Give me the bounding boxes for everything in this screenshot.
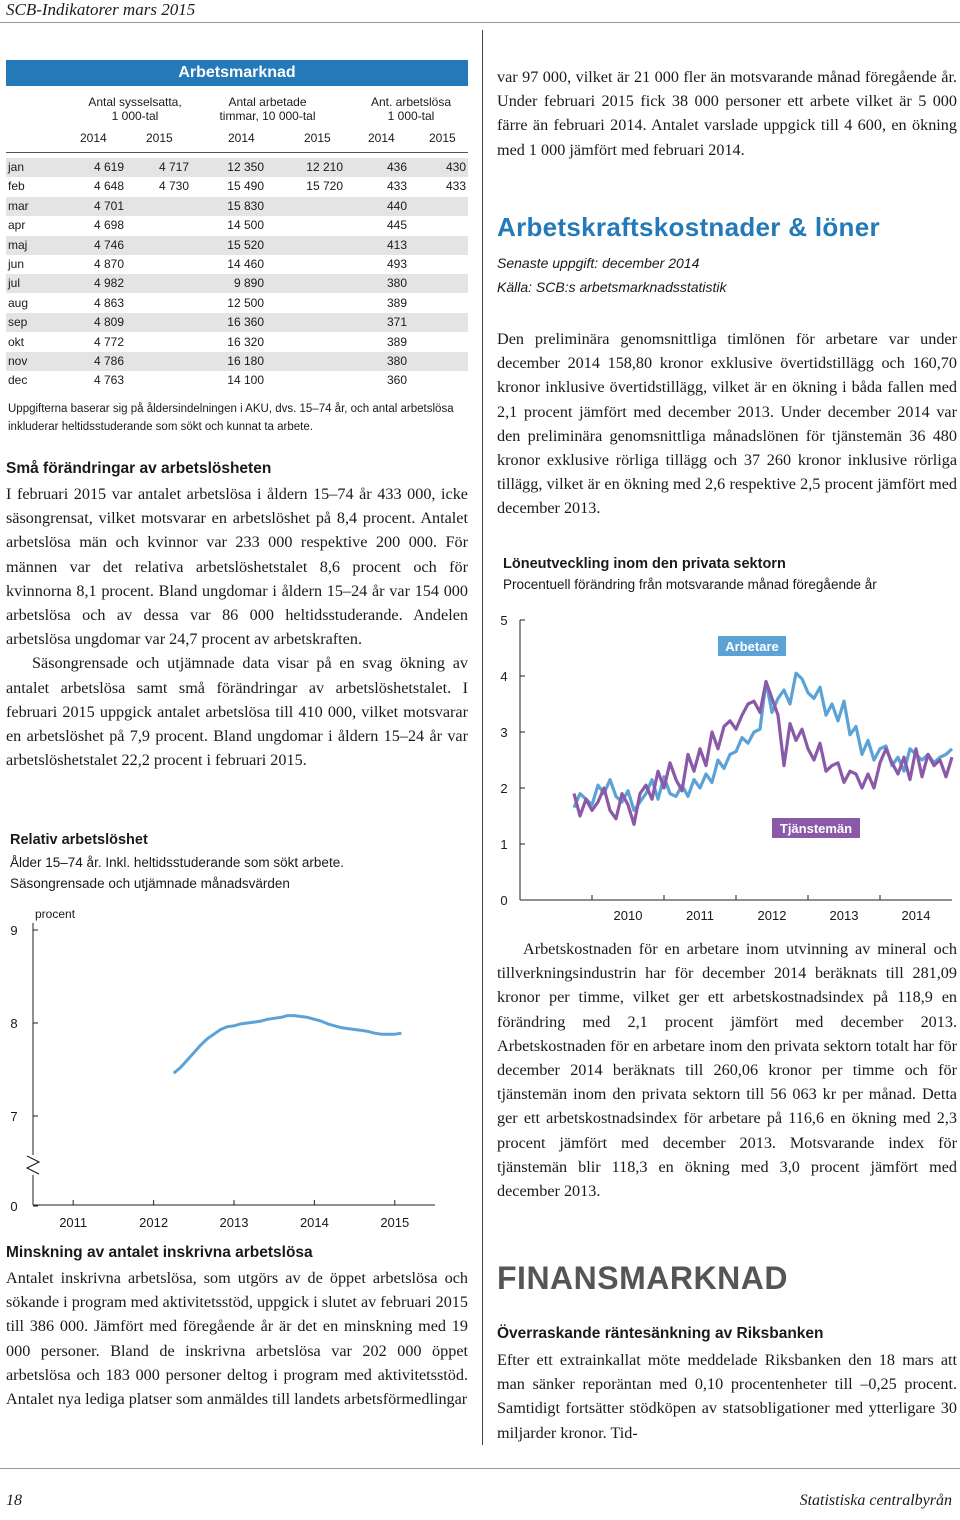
value-cell: 15 830 xyxy=(227,198,264,213)
value-cell: 9 890 xyxy=(233,276,264,291)
table-row xyxy=(6,274,468,293)
labour-cost-source: Källa: SCB:s arbetsmarknadsstatistik xyxy=(497,279,727,295)
x-tick-label: 2012 xyxy=(139,1215,169,1230)
month-cell: apr xyxy=(8,218,26,233)
table-row xyxy=(6,255,468,274)
header-employed xyxy=(80,95,190,123)
month-cell: jul xyxy=(8,276,21,291)
chart1-title: Relativ arbetslöshet xyxy=(10,832,148,848)
year-label: 2015 xyxy=(429,131,456,145)
table-row xyxy=(6,236,468,255)
header-employed-line1: Antal sysselsatta, xyxy=(88,95,182,109)
axis-break-mark xyxy=(27,1156,39,1174)
labour-cost-latest: Senaste uppgift: december 2014 xyxy=(497,255,700,271)
series-label: Arbetare xyxy=(725,639,779,654)
finance-heading: FINANSMARKNAD xyxy=(497,1260,788,1296)
y-tick-label: 2 xyxy=(500,781,508,796)
finance-p1: Efter ett extrainkallat möte meddelade Riksbanken den 18 mars att man sänker reporäntan med 0,10 procentenheter till –0,25 procent. Samtidigt fortsätter stödköpen av statsobligationer med ytterligare 30 miljarder kronor. Tid- xyxy=(497,1351,957,1442)
x-tick-label: 2010 xyxy=(613,908,643,923)
value-cell: 4 648 xyxy=(93,179,124,194)
month-cell: okt xyxy=(8,334,25,349)
y-tick-label: 0 xyxy=(10,1199,18,1214)
table-row xyxy=(6,371,468,390)
chart2-title: Löneutveckling inom den privata sektorn xyxy=(503,556,786,572)
y-tick-label: 4 xyxy=(500,669,508,684)
value-cell: 4 730 xyxy=(158,179,189,194)
table-note: Uppgifterna baserar sig på åldersindelningen i AKU, dvs. 15–74 år, och antal arbetslösa inkluderar heltidsstuderande som sökt och kunnat ta arbete. xyxy=(8,403,454,433)
value-cell: 389 xyxy=(386,295,407,310)
value-cell: 4 809 xyxy=(93,315,124,330)
inskrivna-body xyxy=(6,1266,468,1411)
header-rule xyxy=(0,22,960,23)
value-cell: 15 520 xyxy=(227,237,264,252)
labour-cost-p2: Arbetskostnaden för en arbetare inom utvinning av mineral och tillverkningsindustrin har för december 2014 beräknats till 281,09 kronor per timme, vilket ger ett arbetskostnadsindex på 118,9 en förändring med 2,1 procent jämfört med december 2013. Arbetskostnaden för en arbetare inom den privata sektorn totalt har för december 2014 beräknats till 260,06 kronor per timme och för tjänstemän inom den privata sektorn till 56 063 kr per månad. Detta ger ett arbetskostnadsindex för arbetare på 116,6 en ökning med 2,3 procent jämfört med december 2013. Motsvarande index för tjänstemän blir 118,3 en ökning med 3,0 procent jämfört med december 2013. xyxy=(497,940,957,1201)
value-cell: 380 xyxy=(386,276,407,291)
value-cell: 440 xyxy=(386,198,407,213)
table-row xyxy=(6,177,468,196)
value-cell: 445 xyxy=(386,218,407,233)
x-tick-label: 2011 xyxy=(59,1215,88,1230)
month-cell: jun xyxy=(8,257,25,271)
value-cell: 413 xyxy=(386,237,407,252)
header-employed-line2: 1 000-tal xyxy=(111,109,159,123)
month-cell: maj xyxy=(8,237,28,252)
table-title: Arbetsmarknad xyxy=(6,60,468,86)
month-cell: nov xyxy=(8,354,28,368)
month-cell: dec xyxy=(8,373,28,388)
value-cell: 14 500 xyxy=(227,218,264,233)
footer-rule xyxy=(0,1468,960,1469)
unemployment-body xyxy=(6,482,468,772)
value-cell: 4 746 xyxy=(93,237,124,252)
finance-body xyxy=(497,1348,957,1445)
value-cell: 16 360 xyxy=(227,315,264,330)
y-tick-label: 0 xyxy=(500,893,508,908)
header-unemployed-line1: Ant. arbetslösa xyxy=(370,95,452,109)
unemployment-heading: Små förändringar av arbetslösheten xyxy=(6,460,272,477)
inskrivna-heading: Minskning av antalet inskrivna arbetslösa xyxy=(6,1244,313,1261)
header-hours xyxy=(205,95,330,123)
value-cell: 12 210 xyxy=(306,160,343,174)
unemployment-p2: Säsongrensade och utjämnade data visar på en svag ökning av antalet arbetslösa samt små förändringar av arbetslöshetstalet. I februari 2015 uppgick antalet arbetslösa till 410 000, vilket motsvarar en arbetslöshet på 7,9 procent. Bland ungdomar i åldern 15–24 år var arbetslöshetstalet 22,2 procent i februari 2015. xyxy=(6,654,468,770)
value-cell: 433 xyxy=(445,179,466,194)
x-tick-label: 2013 xyxy=(219,1215,249,1230)
unemployment-rate-chart xyxy=(0,900,470,1235)
value-cell: 436 xyxy=(386,160,407,174)
x-tick-label: 2012 xyxy=(757,908,787,923)
table-row xyxy=(6,158,468,177)
header-hours-line1: Antal arbetade xyxy=(228,95,307,109)
chart2-subtitle: Procentuell förändring från motsvarande månad föregående år xyxy=(503,577,877,592)
labour-cost-p1: Den preliminära genomsnittliga timlönen för arbetare var under december 2014 158,80 kronor exklusive övertidstillägg och 160,70 kronor inklusive övertidstillägg, vilket är en ökning i båda fallen med 2,1 procent jämfört med december 2013. Under december 2014 var den preliminära genomsnittliga månadslönen för tjänstemän 36 480 kronor exklusive rörliga tillägg och 37 260 kronor inklusive rörliga tillägg, vilket är en ökning med 2,6 respektive 2,5 procent jämfört med december 2013. xyxy=(497,330,957,518)
y-tick-label: 5 xyxy=(500,613,508,628)
publisher: Statistiska centralbyrån xyxy=(799,1492,952,1509)
month-cell: jan xyxy=(8,160,25,174)
x-tick-label: 2011 xyxy=(686,908,714,923)
month-cell: feb xyxy=(8,179,25,194)
page-number: 18 xyxy=(6,1492,22,1509)
finance-subheading: Överraskande räntesänkning av Riksbanken xyxy=(497,1325,824,1342)
value-cell: 389 xyxy=(386,334,407,349)
value-cell: 15 490 xyxy=(227,179,264,194)
x-tick-label: 2014 xyxy=(901,908,931,923)
y-tick-label: 1 xyxy=(500,837,508,852)
value-cell: 371 xyxy=(386,315,407,330)
value-cell: 4 870 xyxy=(93,257,124,271)
table-row xyxy=(6,294,468,313)
x-tick-label: 2015 xyxy=(380,1215,410,1230)
value-cell: 4 763 xyxy=(93,373,124,388)
value-cell: 4 982 xyxy=(93,276,124,291)
table-row xyxy=(6,216,468,235)
year-label: 2014 xyxy=(80,131,107,145)
value-cell: 14 460 xyxy=(227,257,264,271)
value-cell: 14 100 xyxy=(227,373,264,388)
unemployment-rate-line xyxy=(174,1016,402,1074)
wage-development-chart xyxy=(490,600,958,930)
x-tick-label: 2014 xyxy=(299,1215,329,1230)
month-cell: mar xyxy=(8,198,29,213)
table-row xyxy=(6,313,468,332)
value-cell: 4 619 xyxy=(93,160,124,174)
table-row xyxy=(6,333,468,352)
value-cell: 433 xyxy=(386,179,407,194)
value-cell: 12 350 xyxy=(227,160,264,174)
x-tick-label: 2013 xyxy=(829,908,859,923)
value-cell: 4 786 xyxy=(93,354,124,368)
year-label: 2015 xyxy=(146,131,173,145)
value-cell: 4 701 xyxy=(93,198,124,213)
value-cell: 12 500 xyxy=(227,295,264,310)
series-label: Tjänstemän xyxy=(779,821,853,836)
labour-cost-heading: Arbetskraftskostnader & löner xyxy=(497,212,880,242)
header-years xyxy=(6,131,468,149)
value-cell: 4 772 xyxy=(93,334,124,349)
year-label: 2015 xyxy=(304,131,331,145)
value-cell: 380 xyxy=(386,354,407,368)
table-header-rule xyxy=(6,152,468,153)
running-head: SCB-Indikatorer mars 2015 xyxy=(6,0,196,19)
value-cell: 4 698 xyxy=(93,218,124,233)
chart1-subtitle-1: Ålder 15–74 år. Inkl. heltidsstuderande som sökt arbete. xyxy=(10,855,344,870)
y-unit-label: procent xyxy=(35,907,76,921)
header-hours-line2: timmar, 10 000-tal xyxy=(219,109,316,123)
value-cell: 430 xyxy=(445,160,466,174)
year-label: 2014 xyxy=(368,131,395,145)
y-tick-label: 3 xyxy=(500,725,508,740)
column-divider xyxy=(482,30,483,1445)
table-row xyxy=(6,197,468,216)
table-row xyxy=(6,352,468,371)
labour-cost-body-2 xyxy=(497,937,957,1203)
y-tick-label: 7 xyxy=(10,1109,18,1124)
value-cell: 15 720 xyxy=(306,179,343,194)
year-label: 2014 xyxy=(228,131,255,145)
continuation-text xyxy=(497,65,957,162)
header-unemployed-line2: 1 000-tal xyxy=(387,109,435,123)
header-unemployed xyxy=(356,95,466,123)
unemployment-p1: I februari 2015 var antalet arbetslösa i åldern 15–74 år 433 000, icke säsongrensat, vilket motsvarar en arbetslöshet på 8,4 procent. Antalet arbetslösa män och kvinnor var 233 000 respektive 200 000. För männen var det relativa arbetslöshetstalet 8,6 procent och för kvinnorna 8,1 procent. Bland ungdomar i åldern 15–24 år var 154 000 arbetslösa och av dessa var 86 000 heltidsstuderande. Andelen arbetslösa ungdomar var 24,7 procent av arbetskraften. xyxy=(6,485,468,649)
month-cell: sep xyxy=(8,315,28,330)
y-tick-label: 8 xyxy=(10,1016,18,1031)
value-cell: 360 xyxy=(386,373,407,388)
chart1-subtitle-2: Säsongrensade och utjämnade månadsvärden xyxy=(10,876,290,891)
month-cell: aug xyxy=(8,295,29,310)
value-cell: 16 180 xyxy=(227,354,264,368)
continuation-p: var 97 000, vilket är 21 000 fler än motsvarande månad föregående år. Under februari 2015 fick 38 000 personer ett arbete vilket är 5 000 färre än februari 2014. Antalet varslade uppgick till 4 600, en ökning med 1 000 jämfört med februari 2014. xyxy=(497,68,957,159)
value-cell: 4 863 xyxy=(93,295,124,310)
inskrivna-p1: Antalet inskrivna arbetslösa, som utgörs av de öppet arbetslösa och sökande i program med aktivitetsstöd, uppgick i slutet av februari 2015 till 386 000. Jämfört med föregående år är det en minskning med 19 000 personer. Bland de inskrivna arbetslösa var 202 000 öppet arbetslösa och 183 000 personer deltog i program med aktivitetsstöd. Antalet nya lediga platser som anmäldes till landets arbetsförmedlingar xyxy=(6,1269,468,1409)
labour-cost-body xyxy=(497,327,957,521)
value-cell: 4 717 xyxy=(158,160,189,174)
value-cell: 16 320 xyxy=(227,334,264,349)
value-cell: 493 xyxy=(386,257,407,271)
y-tick-label: 9 xyxy=(10,923,18,938)
